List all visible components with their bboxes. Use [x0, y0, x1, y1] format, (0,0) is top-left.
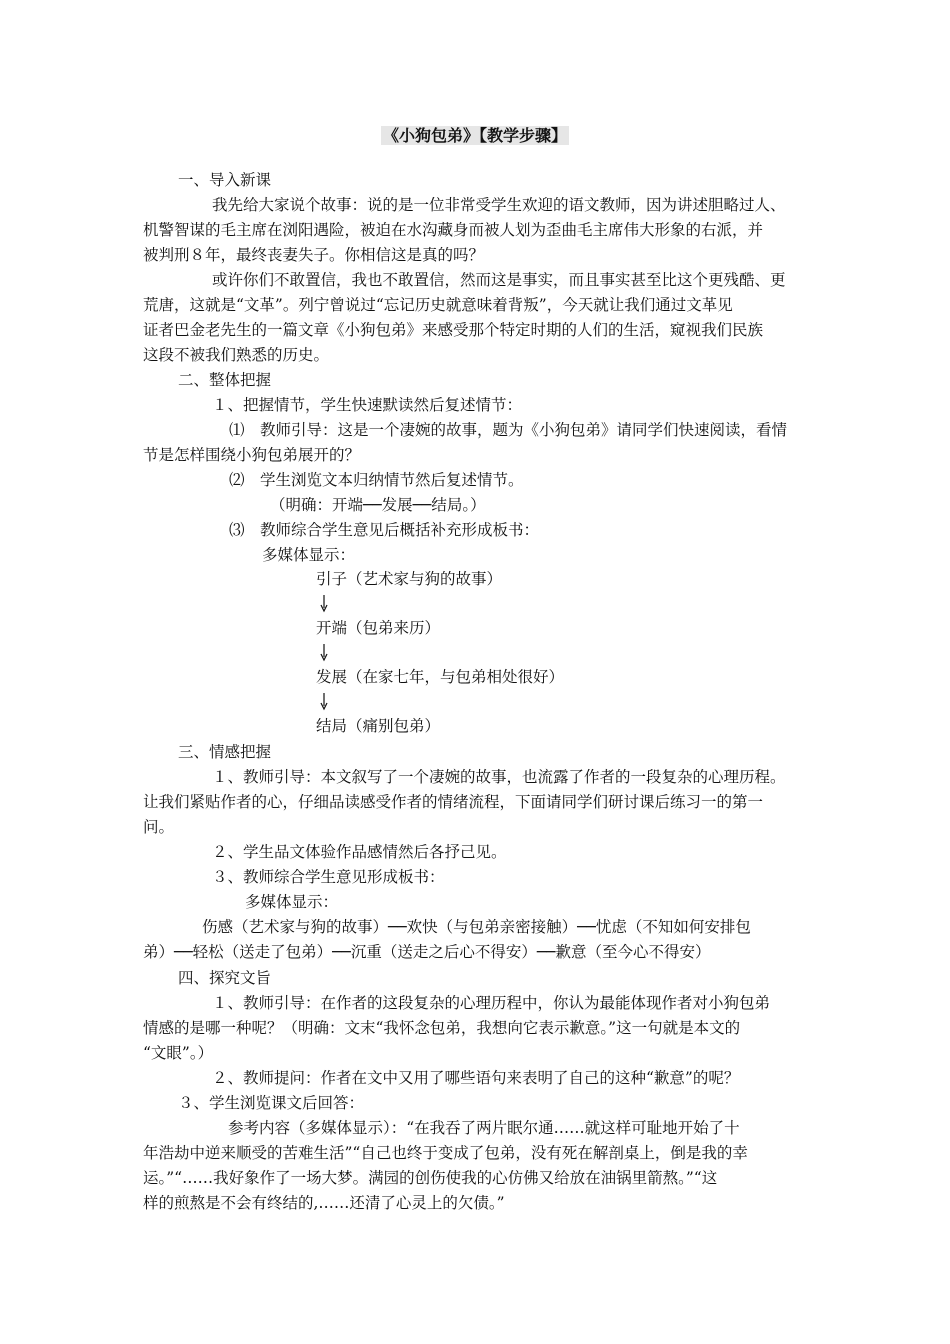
list-item: ３、学生浏览课文后回答： [178, 1094, 365, 1112]
list-item: ⑴ 教师引导：这是一个凄婉的故事，题为《小狗包弟》请同学们快速阅读，看情 [229, 421, 788, 439]
list-item: １、教师引导：本文叙写了一个凄婉的故事，也流露了作者的一段复杂的心理历程。 [212, 768, 786, 786]
list-item: １、把握情节，学生快速默读然后复述情节： [212, 396, 523, 414]
section-heading-overall: 二、整体把握 [178, 371, 272, 389]
section-heading-intro: 一、导入新课 [178, 171, 272, 189]
list-item: ⑶ 教师综合学生意见后概括补充形成板书： [229, 521, 540, 539]
document-title: 《小狗包弟》【教学步骤】 [382, 126, 567, 145]
paragraph-line: 我先给大家说个故事：说的是一位非常受学生欢迎的语文教师，因为讲述胆略过人、 [212, 196, 786, 214]
paragraph-line: 被判刑８年，最终丧妻失子。你相信这是真的吗？ [143, 246, 485, 264]
section-heading-emotion: 三、情感把握 [178, 743, 272, 761]
paragraph-line: 弟）──轻松（送走了包弟）──沉重（送走之后心不得安）──歉意（至今心不得安） [143, 943, 711, 961]
list-item: ⑵ 学生浏览文本归纳情节然后复述情节。 [229, 471, 524, 489]
paragraph-line: （明确：开端──发展──结局。） [270, 496, 486, 514]
paragraph-line: 参考内容（多媒体显示）：“在我吞了两片眠尔通……就这样可耻地开始了十 [228, 1119, 740, 1137]
paragraph-line: 多媒体显示： [262, 546, 356, 564]
paragraph-line: 机警智谋的毛主席在浏阳遇险，被迫在水沟藏身而被人划为歪曲毛主席伟大形象的右派，并 [143, 221, 764, 239]
paragraph-line: 这段不被我们熟悉的历史。 [143, 346, 330, 364]
paragraph-line: 问。 [143, 818, 175, 836]
section-heading-theme: 四、探究文旨 [178, 969, 272, 987]
paragraph-line: 运。”“……我好象作了一场大梦。满园的创伤使我的心仿佛又给放在油锅里箭熬。”“这 [143, 1169, 718, 1187]
paragraph-line: 情感的是哪一种呢？（明确：文末“我怀念包弟，我想向它表示歉意。”这一句就是本文的 [143, 1019, 741, 1037]
flow-step: 开端（包弟来历） [316, 619, 441, 637]
flow-step: 引子（艺术家与狗的故事） [316, 570, 503, 588]
down-arrow-icon [319, 691, 329, 711]
list-item: １、教师引导：在作者的这段复杂的心理历程中，你认为最能体现作者对小狗包弟 [212, 994, 771, 1012]
paragraph-line: 年浩劫中逆来顺受的苦难生活”“自己也终于变成了包弟，没有死在解剖桌上，倒是我的幸 [143, 1144, 748, 1162]
paragraph-line: 证者巴金老先生的一篇文章《小狗包弟》来感受那个特定时期的人们的生活，窥视我们民族 [143, 321, 764, 339]
paragraph-line: 伤感（艺术家与狗的故事）──欢快（与包弟亲密接触）──忧虑（不知如何安排包 [202, 918, 751, 936]
list-item: ２、学生品文体验作品感情然后各抒己见。 [212, 843, 507, 861]
paragraph-line: 节是怎样围绕小狗包弟展开的？ [143, 446, 361, 464]
paragraph-line: 多媒体显示： [245, 893, 339, 911]
down-arrow-icon [319, 593, 329, 613]
flow-step: 发展（在家七年，与包弟相处很好） [316, 668, 565, 686]
down-arrow-icon [319, 642, 329, 662]
flow-step: 结局（痛别包弟） [316, 717, 441, 735]
list-item: ２、教师提问：作者在文中又用了哪些语句来表明了自己的这种“歉意”的呢？ [212, 1069, 740, 1087]
paragraph-line: 样的煎熬是不会有终结的,……还清了心灵上的欠债。” [143, 1194, 505, 1212]
paragraph-line: 荒唐，这就是“文革”。列宁曾说过“忘记历史就意味着背叛”，今天就让我们通过文革见 [143, 296, 733, 314]
paragraph-line: “文眼”。） [143, 1044, 214, 1062]
paragraph-line: 让我们紧贴作者的心，仔细品读感受作者的情绪流程，下面请同学们研讨课后练习一的第一 [143, 793, 764, 811]
paragraph-line: 或许你们不敢置信，我也不敢置信，然而这是事实，而且事实甚至比这个更残酷、更 [212, 271, 786, 289]
list-item: ３、教师综合学生意见形成板书： [212, 868, 445, 886]
